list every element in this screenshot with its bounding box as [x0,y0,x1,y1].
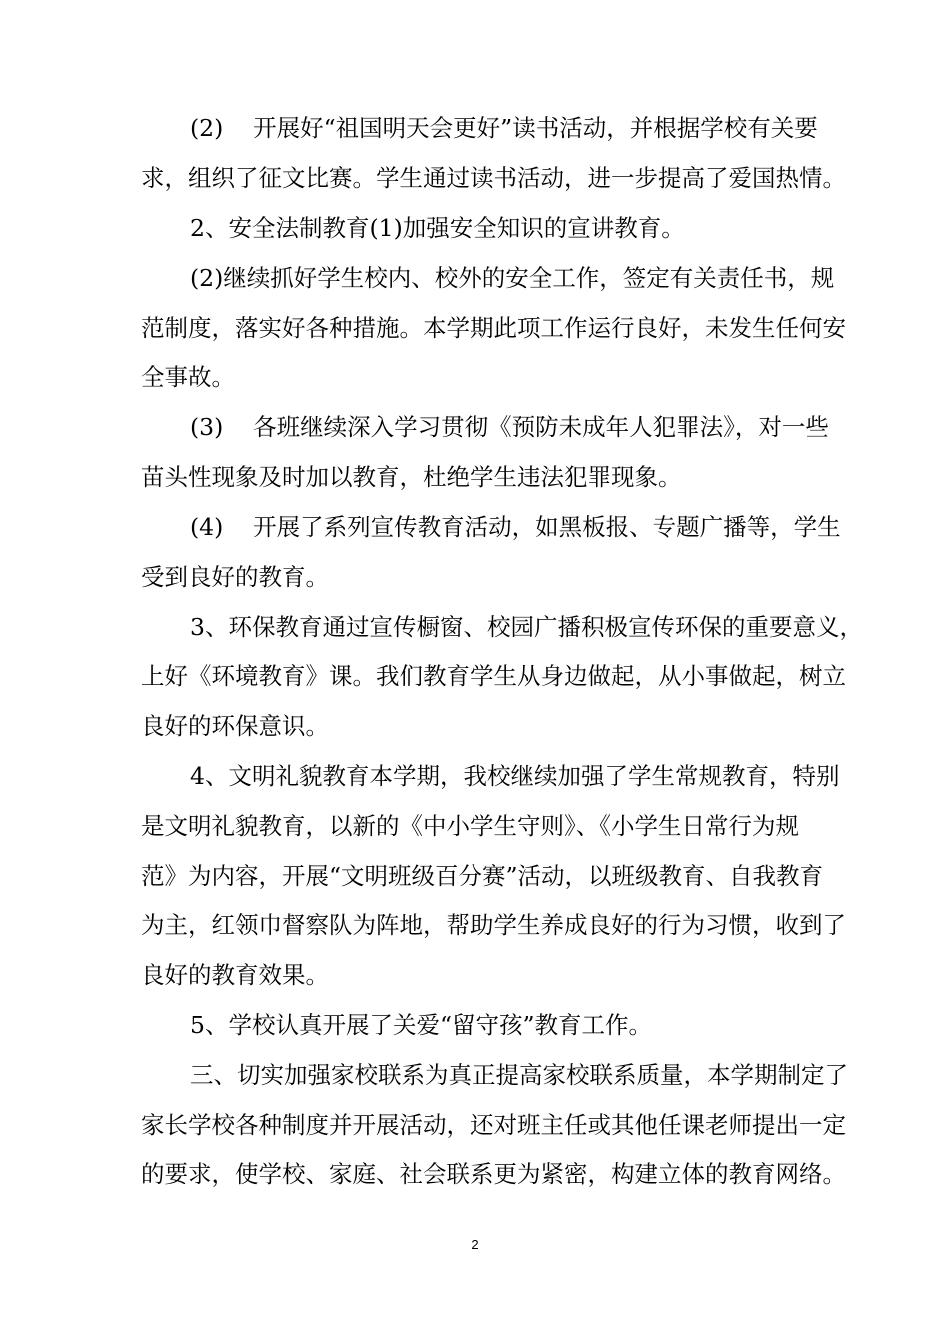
page-number: 2 [471,1237,479,1252]
text-line: 范制度，落实好各种措施。本学期此项工作运行良好，未发生任何安 [141,314,846,342]
text-line: 家长学校各种制度并开展活动，还对班主任或其他任课老师提出一定 [141,1111,846,1139]
text-line: (2)继续抓好学生校内、校外的安全工作，签定有关责任书，规 [190,264,835,292]
text-line: (4) 开展了系列宣传教育活动，如黑板报、专题广播等，学生 [190,513,841,541]
text-line: (3) 各班继续深入学习贯彻《预防未成年人犯罪法》，对一些 [190,413,829,441]
text-line: 上好《环境教育》课。我们教育学生从身边做起，从小事做起，树立 [141,662,846,690]
text-line: 三、切实加强家校联系为真正提高家校联系质量，本学期制定了 [190,1061,848,1089]
text-line: 4、文明礼貌教育本学期，我校继续加强了学生常规教育，特别 [190,762,840,790]
text-line: 2、安全法制教育(1)加强安全知识的宣讲教育。 [190,214,685,242]
text-line: 求，组织了征文比赛。学生通过读书活动，进一步提高了爱国热情。 [141,164,846,192]
text-line: 是文明礼貌教育，以新的《中小学生守则》、《小学生日常行为规 [141,812,799,840]
text-line: 良好的教育效果。 [141,961,329,989]
text-line: 5、学校认真开展了关爱“留守孩”教育工作。 [190,1011,652,1039]
text-line: (2) 开展好“祖国明天会更好”读书活动，并根据学校有关要 [190,114,818,142]
text-line: 为主，红领巾督察队为阵地，帮助学生养成良好的行为习惯，收到了 [141,911,846,939]
text-line: 受到良好的教育。 [141,563,329,591]
text-line: 的要求，使学校、家庭、社会联系更为紧密，构建立体的教育网络。 [141,1160,846,1188]
text-line: 良好的环保意识。 [141,712,329,740]
text-line: 苗头性现象及时加以教育，杜绝学生违法犯罪现象。 [141,463,682,491]
text-line: 全事故。 [141,363,235,391]
text-line: 范》为内容，开展“文明班级百分赛”活动，以班级教育、自我教育 [141,862,824,890]
text-line: 3、环保教育通过宣传橱窗、校园广播积极宣传环保的重要意义， [190,613,863,641]
